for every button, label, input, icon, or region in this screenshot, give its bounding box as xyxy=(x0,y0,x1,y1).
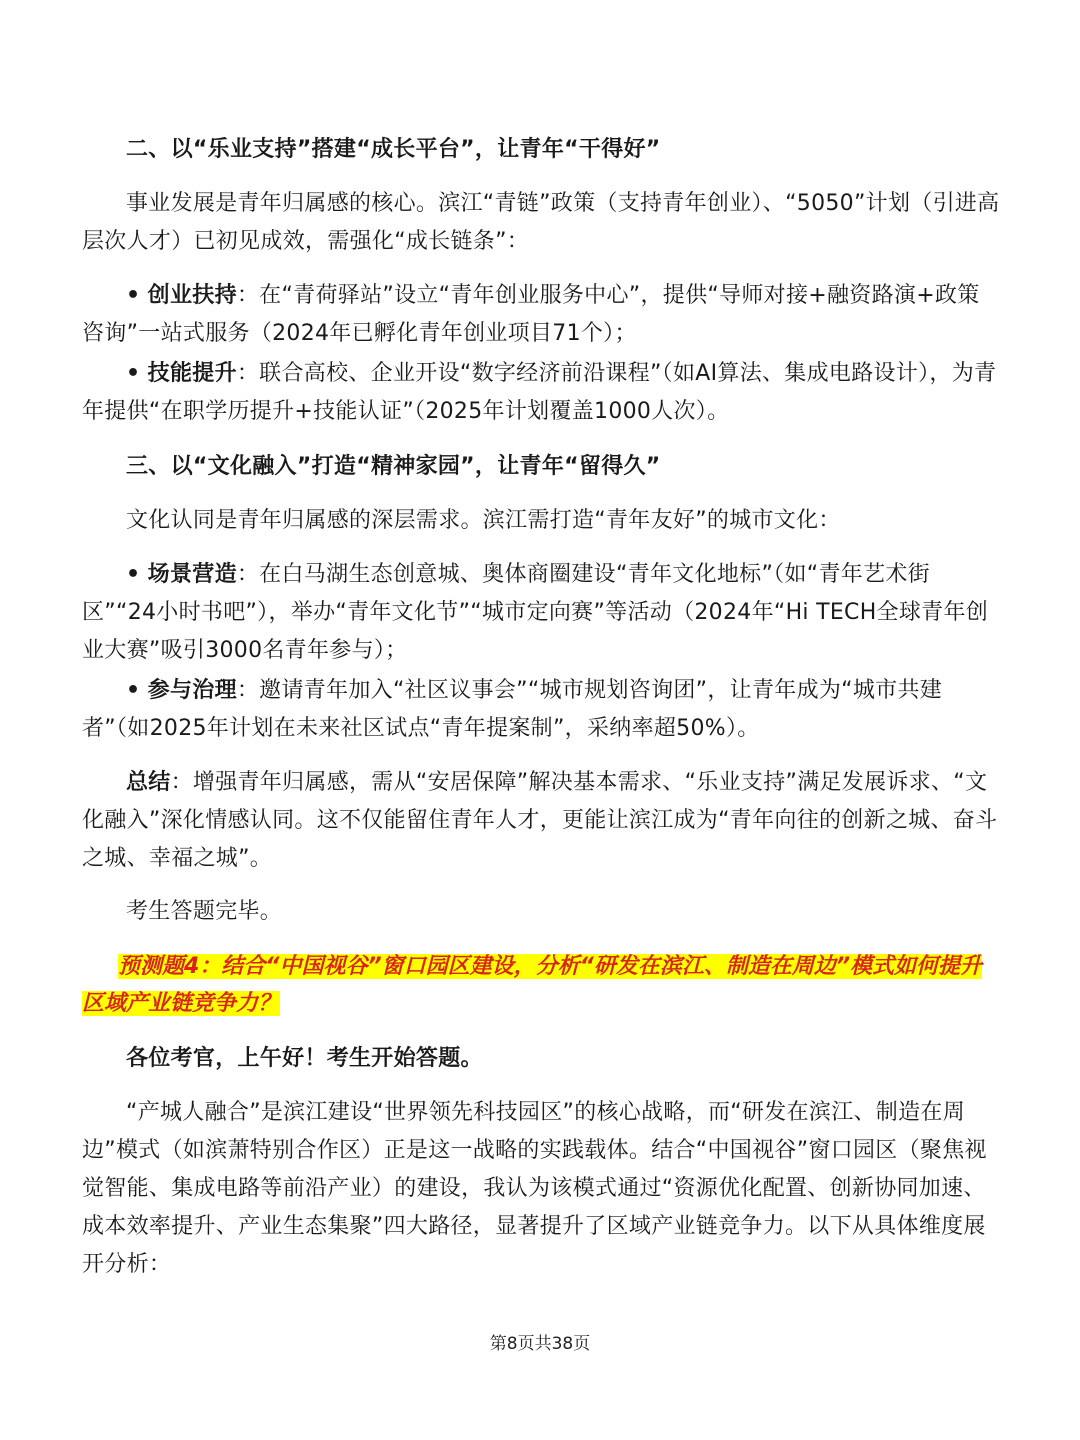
summary-term: 总结 xyxy=(126,770,171,795)
summary-paragraph xyxy=(82,764,1000,878)
bullet-text: ：联合高校、企业开设“数字经济前沿课程”（如AI算法、集成电路设计），为青年提供“在职学历提升+技能认证”（2025年计划覆盖1000人次）。 xyxy=(82,361,997,424)
bullet-dot: • xyxy=(126,361,141,386)
summary-text: ：增强青年归属感，需从“安居保障”解决基本需求、“乐业支持”满足发展诉求、“文化融入”深化情感认同。这不仅能留住青年人才，更能让滨江成为“青年向往的创新之城、奋斗之城、幸福之城”。 xyxy=(82,770,998,871)
section3-heading: 三、以“文化融入”打造“精神家园”，让青年“留得久” xyxy=(126,454,661,479)
section3-bullet-governance xyxy=(82,672,1000,748)
section2-bullet-skills xyxy=(82,355,1000,431)
section2-intro: 事业发展是青年归属感的核心。滨江“青链”政策（支持青年创业）、“5050”计划（引进高层次人才）已初见成效，需强化“成长链条”： xyxy=(82,191,1000,254)
bullet-dot: • xyxy=(126,678,141,703)
section2-heading: 二、以“乐业支持”搭建“成长平台”，让青年“干得好” xyxy=(126,137,661,162)
bullet-term: 技能提升 xyxy=(147,361,237,386)
section2-bullet-entrepreneurship xyxy=(82,277,1000,353)
bullet-term: 参与治理 xyxy=(147,678,237,703)
question-4-highlight xyxy=(82,948,1000,1022)
section3-bullet-scenes xyxy=(82,556,1000,670)
question-4-text: 预测题4：结合“中国视谷”窗口园区建设，分析“研发在滨江、制造在周边”模式如何提升区域产业链竞争力？ xyxy=(82,954,982,1016)
answer-intro: “产城人融合”是滨江建设“世界领先科技园区”的核心战略，而“研发在滨江、制造在周边”模式（如滨萧特别合作区）正是这一战略的实践载体。结合“中国视谷”窗口园区（聚焦视觉智能、集成电路等前沿产业）的建设，我认为该模式通过“资源优化配置、创新协同加速、成本效率提升、产业生态集聚”四大路径，显著提升了区域产业链竞争力。以下从具体维度展开分析： xyxy=(82,1100,987,1277)
bullet-text: ：在“青荷驿站”设立“青年创业服务中心”，提供“导师对接+融资路演+政策咨询”一站式服务（2024年已孵化青年创业项目71个）； xyxy=(82,283,980,346)
bullet-text: ：在白马湖生态创意城、奥体商圈建设“青年文化地标”（如“青年艺术街区”“24小时书吧”），举办“青年文化节”“城市定向赛”等活动（2024年“Hi TECH全球青年创业大赛”吸引3000名青年参与）； xyxy=(82,562,989,663)
bullet-text: ：邀请青年加入“社区议事会”“城市规划咨询团”，让青年成为“城市共建者”（如2025年计划在未来社区试点“青年提案制”，采纳率超50%）。 xyxy=(82,678,943,741)
bullet-dot: • xyxy=(126,283,141,308)
bullet-term: 场景营造 xyxy=(147,562,237,587)
bullet-dot: • xyxy=(126,562,141,587)
page-number-footer: 第8页共38页 xyxy=(489,1334,591,1354)
section3-intro: 文化认同是青年归属感的深层需求。滨江需打造“青年友好”的城市文化： xyxy=(126,508,841,533)
bullet-term: 创业扶持 xyxy=(147,283,237,308)
closing-line: 考生答题完毕。 xyxy=(126,899,283,924)
greeting-line: 各位考官，上午好！考生开始答题。 xyxy=(126,1046,483,1071)
